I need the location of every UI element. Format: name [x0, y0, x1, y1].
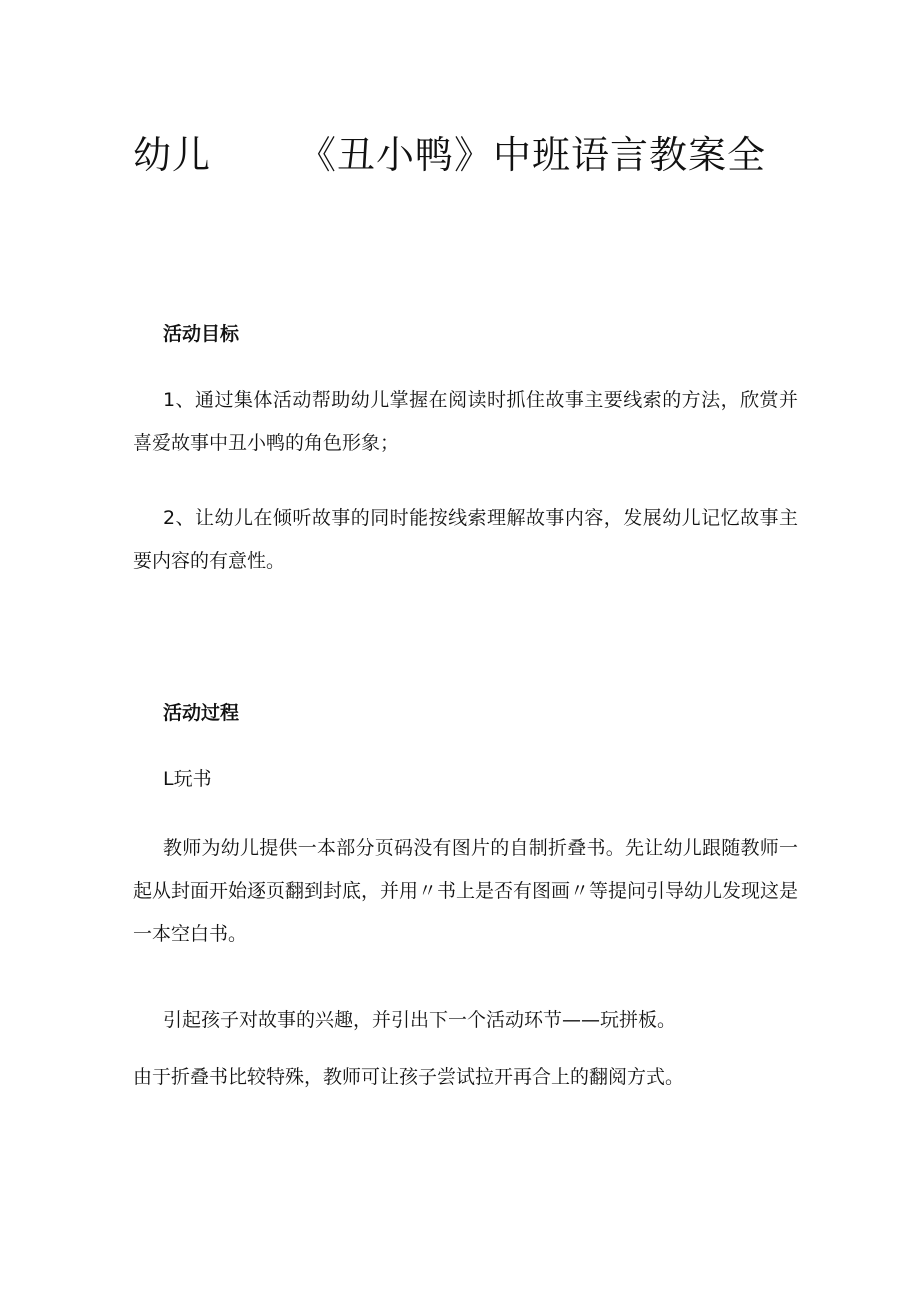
process-paragraph-3: 由于折叠书比较特殊，教师可让孩子尝试拉开再合上的翻阅方式。	[133, 1066, 685, 1088]
process-heading: 活动过程	[163, 702, 240, 724]
step-1-title: L玩书	[163, 768, 212, 790]
title-part-1: 幼儿	[133, 133, 212, 177]
goals-heading: 活动目标	[163, 323, 240, 345]
title-part-2: 《丑小鸭》中班语言教案全	[298, 133, 767, 177]
process-paragraph-1: 教师为幼儿提供一本部分页码没有图片的自制折叠书。先让幼儿跟随教师一起从封面开始逐页翻到封底，并用〃书上是否有图画〃等提问引导幼儿发现这是一本空白书。	[133, 837, 799, 945]
process-paragraph-2: 引起孩子对故事的兴趣，并引出下一个活动环节——玩拼板。	[163, 1009, 677, 1031]
goal-item-2: 2、让幼儿在倾听故事的同时能按线索理解故事内容，发展幼儿记忆故事主要内容的有意性。	[133, 507, 798, 572]
goal-item-1: 1、通过集体活动帮助幼儿掌握在阅读时抓住故事主要线索的方法，欣赏并喜爱故事中丑小鸭的角色形象；	[133, 389, 798, 454]
